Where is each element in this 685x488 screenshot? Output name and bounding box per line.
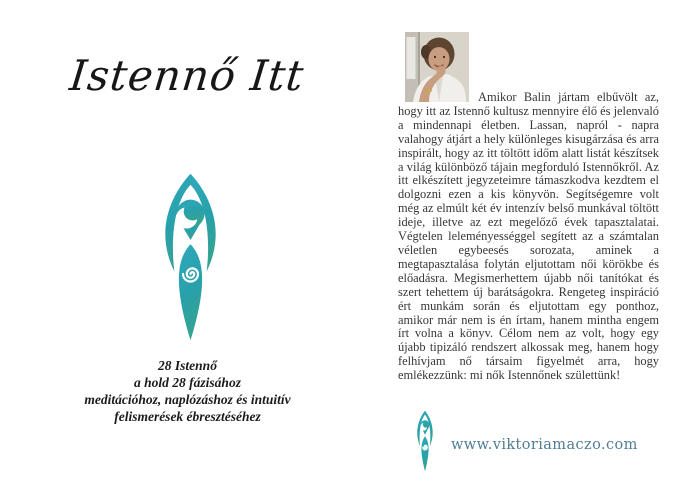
subtitle-line: a hold 28 fázisához [134, 375, 241, 390]
subtitle-line: 28 Istennő [158, 358, 217, 373]
subtitle [30, 357, 345, 425]
goddess-moon-spiral-logo [148, 172, 233, 342]
page-title: Istennő Itt [67, 51, 307, 100]
website-url-link[interactable]: www.viktoriamaczo.com [451, 437, 638, 453]
intro-paragraph: Amikor Balin jártam elbűvölt az, hogy itt az Istennő kultusz mennyire élő és jelenvaló a mindennapi életben. Lassan, napról - napra valahogy átjárt a hely különleges kisugárzása és arra inspirált, hogy az itt töltött időm alatt listát készítsek a világ különböző tájain megforduló Istennőkről. Az itt elkészített jegyzeteimre támaszkodva kezdtem el dolgozni ezen a kis könyvön. Segítségemre volt még az elmúlt két év intenzív belső munkával töltött ideje, illetve az ezt megelőző évek tapasztalatai. Végtelen leleményességgel segített az a számtalan véletlen egybeesés sorozata, aminek a megtapasztalása folytán eljutottam női körökbe és előadásra. Megismerhettem újabb női tanítókat és szert tehettem új barátságokra. Rengeteg inspiráció ért munkám során és eljutottam egy ponthoz, amikor már nem is én írtam, hanem mintha engem írt volna a könyv. Célom nem az volt, hogy egy újabb tipizáló rendszert alkossak meg, hanem hogy felhívjam nő társaim figyelmét arra, hogy emlékezzünk: mi nők Istennőnek születtünk! [398, 90, 659, 383]
subtitle-line: meditációhoz, naplózáshoz és intuitív [84, 392, 291, 407]
goddess-moon-spiral-logo-small [412, 410, 438, 472]
subtitle-line: felismerések ébresztéséhez [114, 409, 261, 424]
